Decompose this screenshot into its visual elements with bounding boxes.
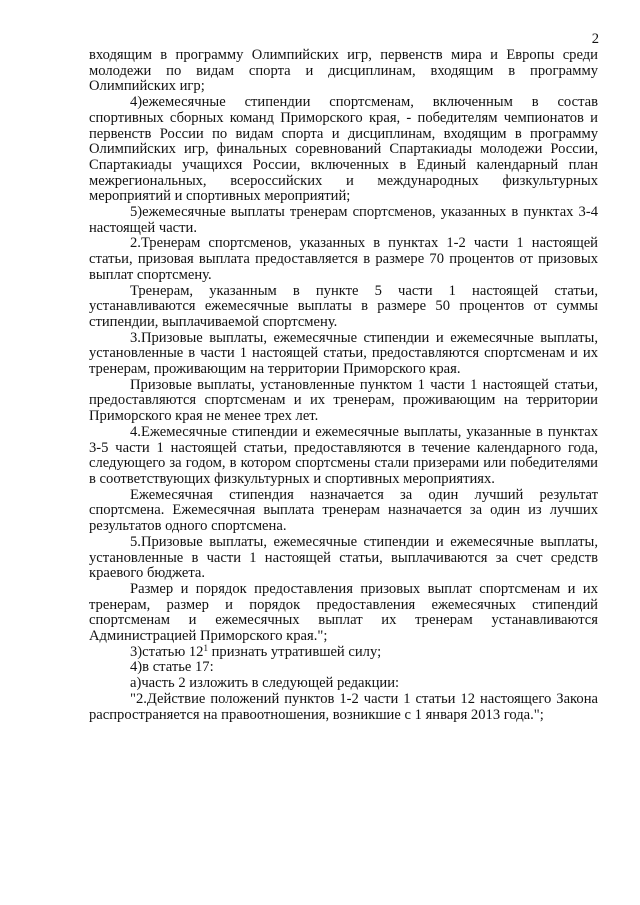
page-number: 2 <box>591 31 599 47</box>
paragraph: Призовые выплаты, установленные пунктом 1 части 1 настоящей статьи, предоставляются спортсменам и их тренерам, проживающим на территории Приморского края не менее трех лет. <box>89 376 598 425</box>
paragraph: 4)ежемесячные стипендии спортсменам, включенным в состав спортивных сборных команд Приморского края, - победителям чемпионатов и первенств России по видам спорта и дисциплинам, входящим в программу Олимпийских игр, финальных соревнований Спартакиады молодежи России, Спартакиады учащихся России, включенных в Единый календарный план межрегиональных, всероссийских и международных физкультурных мероприятий и спортивных мероприятий; <box>89 94 598 205</box>
paragraph: 4.Ежемесячные стипендии и ежемесячные выплаты, указанные в пунктах 3-5 части 1 настоящей статьи, предоставляются в течение календарного года, следующего за годом, в котором спортсмены стали призерами или победителями в соответствующих физкультурных и спортивных мероприятиях. <box>89 423 598 487</box>
paragraph: Тренерам, указанным в пункте 5 части 1 настоящей статьи, устанавливаются ежемесячные выплаты в размере 50 процентов от суммы стипендии, выплачиваемой спортсмену. <box>89 282 598 330</box>
paragraph: входящим в программу Олимпийских игр, первенств мира и Европы среди молодежи по видам спорта и дисциплинам, входящим в программу Олимпийских игр; <box>89 47 598 95</box>
document-body <box>89 48 598 723</box>
paragraph <box>89 642 598 661</box>
paragraph-text: признать утратившей силу; <box>207 643 382 660</box>
paragraph: 4)в статье 17: <box>130 659 214 676</box>
paragraph: Ежемесячная стипендия назначается за один лучший результат спортсмена. Ежемесячная выплата тренерам назначается за один из лучших результатов одного спортсмена. <box>89 486 598 535</box>
paragraph: "2.Действие положений пунктов 1-2 части 1 статьи 12 настоящего Закона распространяется на правоотношения, возникшие с 1 января 2013 года."; <box>89 690 598 723</box>
paragraph: 5)ежемесячные выплаты тренерам спортсменов, указанных в пунктах 3-4 настоящей части. <box>89 204 598 236</box>
paragraph: Размер и порядок предоставления призовых выплат спортсменам и их тренерам, размер и порядок предоставления ежемесячных стипендий спортсменам и ежемесячных выплат их тренерам устанавливаются Администрацией Приморского края."; <box>89 580 598 645</box>
paragraph: 5.Призовые выплаты, ежемесячные стипендии и ежемесячные выплаты, установленные в части 1 настоящей статьи, выплачиваются за счет средств краевого бюджета. <box>89 533 598 582</box>
paragraph: а)часть 2 изложить в следующей редакции: <box>130 675 400 692</box>
paragraph-text: 3)статью 12 <box>130 643 204 660</box>
superscript: 1 <box>203 642 208 653</box>
paragraph: 2.Тренерам спортсменов, указанных в пунктах 1-2 части 1 настоящей статьи, призовая выплата предоставляется в размере 70 процентов от призовых выплат спортсмену. <box>89 235 598 283</box>
paragraph: 3.Призовые выплаты, ежемесячные стипендии и ежемесячные выплаты, установленные в части 1 настоящей статьи, предоставляются спортсменам и их тренерам, проживающим на территории Приморского края. <box>89 329 598 378</box>
